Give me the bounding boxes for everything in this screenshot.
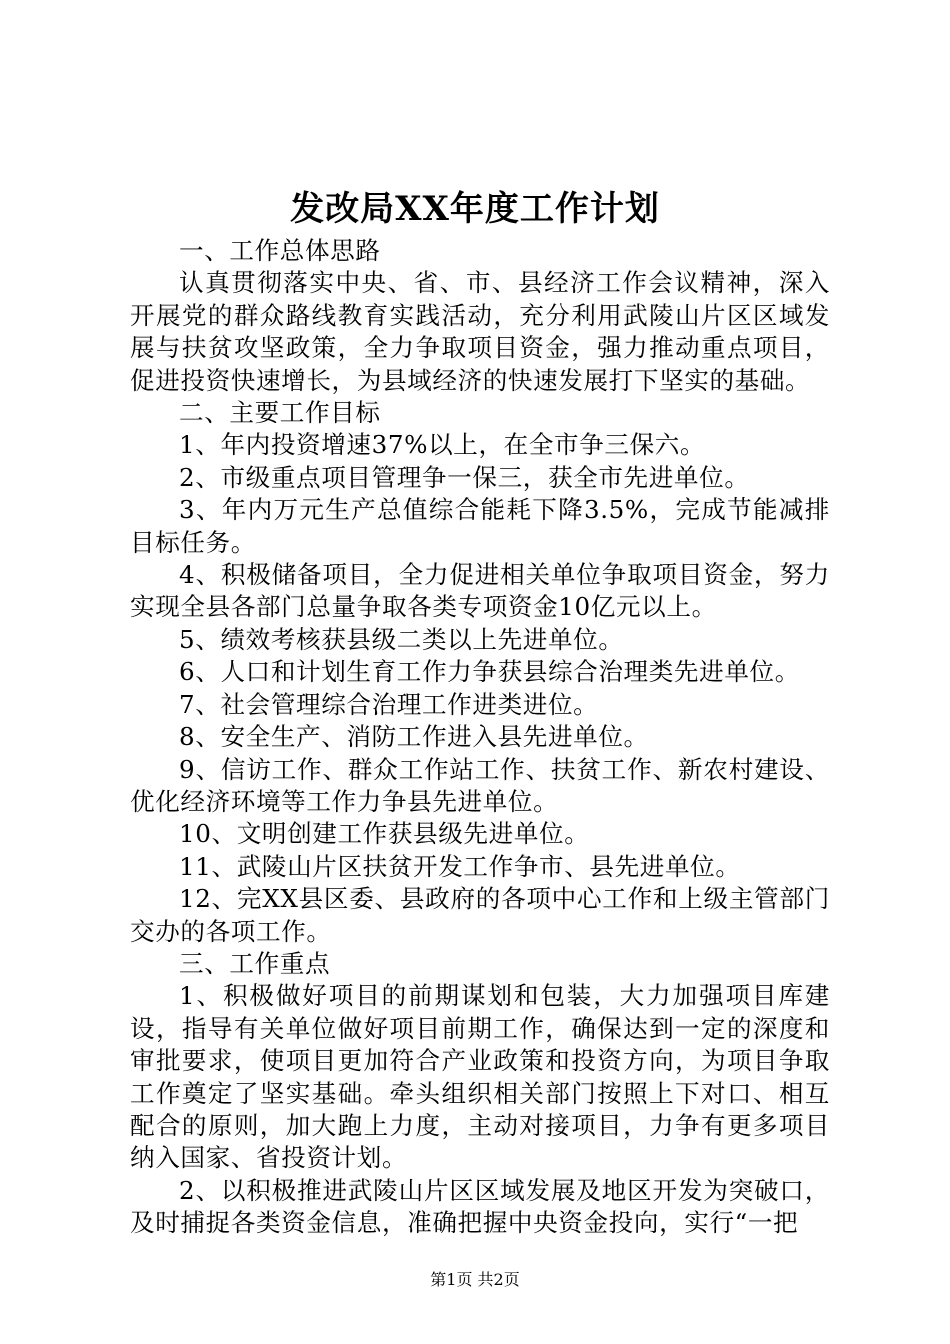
goal-item: 2、市级重点项目管理争一保三，获全市先进单位。 (179, 462, 750, 492)
goal-item: 12、完XX县区委、县政府的各项中心工作和上级主管部门交办的各项工作。 (130, 884, 830, 946)
goal-item: 5、绩效考核获县级二类以上先进单位。 (179, 624, 624, 654)
focus-item: 2、以积极推进武陵山片区区域发展及地区开发为突破口，及时捕捉各类资金信息，准确把握中央资金投向，实行“一把 (130, 1175, 830, 1238)
goal-item: 11、武陵山片区扶贫开发工作争市、县先进单位。 (179, 851, 741, 881)
goal-item: 3、年内万元生产总值综合能耗下降3.5%，完成节能减排目标任务。 (130, 495, 830, 557)
focus-item: 1、积极做好项目的前期谋划和包装，大力加强项目库建设，指导有关单位做好项目前期工作，确保达到一定的深度和审批要求，使项目更加符合产业政策和投资方向，为项目争取工作奠定了坚实基础。牵头组织相关部门按照上下对口、相互配合的原则，加大跑上力度，主动对接项目，力争有更多项目纳入国家、省投资计划。 (130, 981, 830, 1173)
goal-item: 1、年内投资增速37%以上，在全市争三保六。 (179, 430, 706, 460)
goal-item: 6、人口和计划生育工作力争获县综合治理类先进单位。 (179, 657, 800, 687)
section-heading: 三、工作重点 (179, 948, 331, 978)
document-body (130, 235, 830, 1240)
goal-item: 10、文明创建工作获县级先进单位。 (179, 819, 590, 849)
goal-item: 7、社会管理综合治理工作进类进位。 (179, 689, 599, 719)
paragraph: 认真贯彻落实中央、省、市、县经济工作会议精神，深入开展党的群众路线教育实践活动，充分利用武陵山片区区域发展与扶贫攻坚政策，全力争取项目资金，强力推动重点项目，促进投资快速增长，为县域经济的快速发展打下坚实的基础。 (130, 268, 830, 395)
section-heading: 二、主要工作目标 (179, 398, 381, 428)
page-footer: 第1页 共2页 (430, 1270, 520, 1289)
goal-item: 4、积极储备项目，全力促进相关单位争取项目资金，努力实现全县各部门总量争取各类专项资金10亿元以上。 (130, 560, 830, 622)
document-title: 发改局XX年度工作计划 (290, 189, 660, 229)
goal-item: 8、安全生产、消防工作进入县先进单位。 (179, 722, 649, 752)
goal-item: 9、信访工作、群众工作站工作、扶贫工作、新农村建设、优化经济环境等工作力争县先进单位。 (130, 754, 830, 816)
section-heading: 一、工作总体思路 (179, 236, 381, 265)
